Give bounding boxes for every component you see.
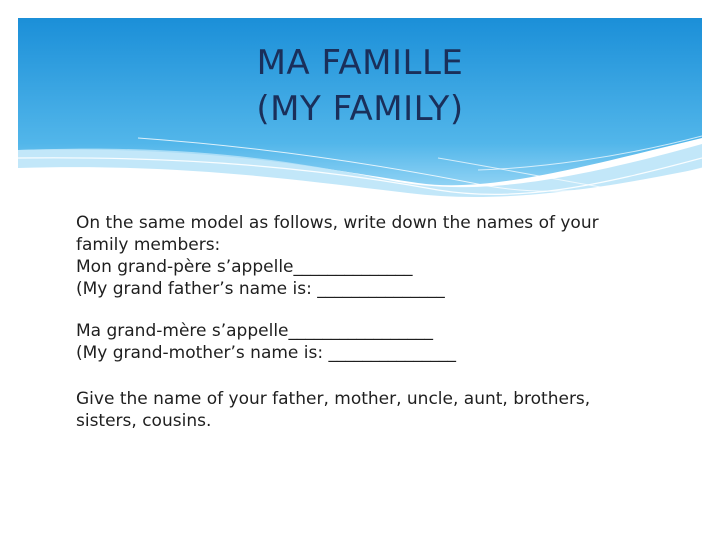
closing-line-1: Give the name of your father, mother, uncle, aunt, brothers, xyxy=(76,389,591,409)
instruction-line-1: On the same model as follows, write down the names of your xyxy=(76,213,599,233)
instruction-line-2: family members: xyxy=(76,235,221,255)
grandfather-french: Mon grand-père s’appelle______________ xyxy=(76,257,413,277)
closing-line-2: sisters, cousins. xyxy=(76,411,212,431)
grandfather-english: (My grand father’s name is: _______________ xyxy=(76,279,445,299)
title-line-2: (MY FAMILY) xyxy=(256,89,464,129)
grandmother-french: Ma grand-mère s’appelle_________________ xyxy=(76,321,434,341)
grandmother-english: (My grand-mother’s name is: _______________ xyxy=(76,343,457,363)
title-line-1: MA FAMILLE xyxy=(256,43,464,83)
page-title xyxy=(18,40,702,132)
content-body xyxy=(76,212,676,432)
header-banner xyxy=(18,18,702,198)
